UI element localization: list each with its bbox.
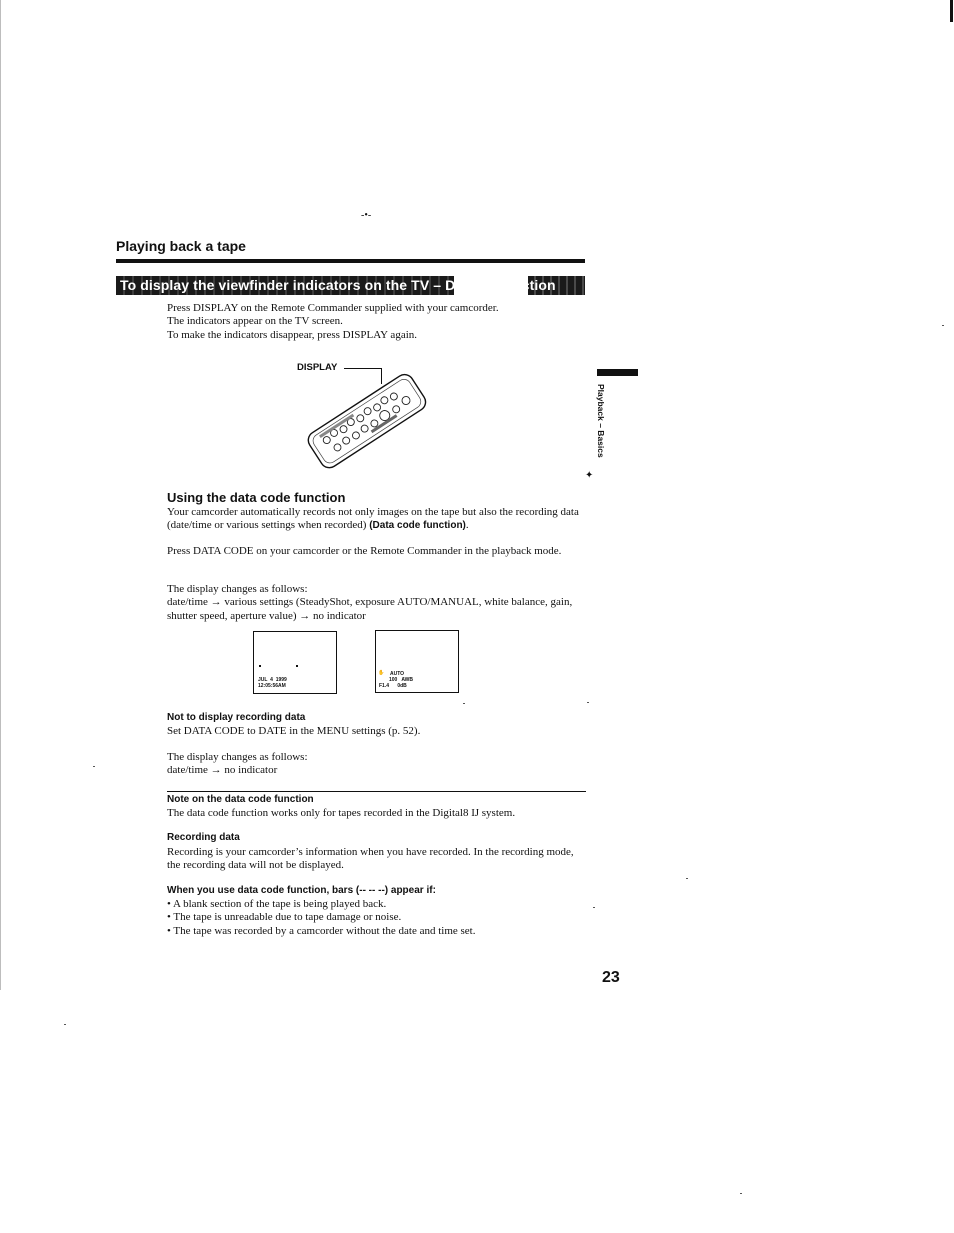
scan-speck [64,1024,66,1025]
scan-speck [463,703,465,704]
not-display-text: Set DATA CODE to DATE in the MENU settings (p. 52). [167,725,421,737]
screen-shutter-wb: 100 AWB [389,677,413,683]
screen-date-time [253,631,337,694]
display-sequence [167,583,592,623]
note-rule [167,791,586,792]
note-text: The data code function works only for tapes recorded in the Digital8 Ĳ system. [167,807,516,819]
sidebar-chapter-label: Playback – Basics [596,384,606,458]
scan-speck [942,325,944,326]
remote-commander-icon [300,370,430,470]
data-code-term: (Data code function) [369,520,466,532]
indicator-dot [259,665,261,667]
scan-speck [740,1193,742,1194]
page-edge [0,0,1,990]
steadyshot-icon: ✋ [378,670,385,676]
topic-banner [116,276,585,295]
list-item: • The tape is unreadable due to tape damage or noise. [167,911,402,924]
not-display-heading: Not to display recording data [167,712,306,723]
bars-heading: When you use data code function, bars (-- -- --) appear if: [167,885,436,896]
banner-title: To display the viewfinder indicators on the TV – Display function [120,277,556,293]
note-heading: Note on the data code function [167,794,314,805]
callout-line [344,368,382,369]
sidebar-tab-bar [597,369,638,376]
registration-mark: -•- [361,210,372,221]
sequence-intro: The display changes as follows: [167,751,308,763]
display-sequence-short [167,751,567,778]
intro-line: To make the indicators disappear, press DISPLAY again. [167,328,418,341]
edge-mark [950,0,953,22]
data-code-paragraph [167,506,587,533]
bars-list [167,898,587,938]
scan-speck [686,878,688,879]
paragraph-text: Your camcorder automatically records not only images on the tape but also the recording data (date/time or various settings when recorded) [167,506,579,532]
list-item: • The tape was recorded by a camcorder without the date and time set. [167,924,476,937]
sequence-steps: date/time → various settings (SteadyShot, exposure AUTO/MANUAL, white balance, gain, shutter speed, aperture value) → no indicator [167,596,573,622]
paragraph-text: . [465,519,469,532]
data-code-instruction: Press DATA CODE on your camcorder or the Remote Commander in the playback mode. [167,545,562,557]
indicator-dot [296,665,298,667]
recording-data-heading: Recording data [167,832,240,843]
intro-text [167,302,587,342]
scan-speck [93,766,95,767]
scan-mark: ✦ [585,470,594,481]
screen-time: 12:05:56AM [258,683,286,689]
sequence-steps: date/time → no indicator [167,764,278,777]
screen-exposure: AUTO [390,671,405,677]
screen-settings [375,630,459,693]
recording-data-text: Recording is your camcorder’s information when you have recorded. In the recording mode, the recording data will not be displayed. [167,846,574,872]
screen-date: JUL 4 1999 [258,677,287,683]
list-item: • A blank section of the tape is being played back. [167,898,387,910]
scan-speck [593,907,595,908]
display-callout-label: DISPLAY [297,362,338,373]
page-number: 23 [602,969,620,986]
intro-line: Press DISPLAY on the Remote Commander supplied with your camcorder. [167,302,499,314]
section-title: Playing back a tape [116,238,246,254]
scan-speck [587,702,589,703]
header-rule [116,259,585,263]
sequence-intro: The display changes as follows: [167,583,308,595]
screen-aperture-gain: F1.4 0dB [379,683,407,689]
intro-line: The indicators appear on the TV screen. [167,315,343,328]
data-code-heading: Using the data code function [167,490,346,505]
